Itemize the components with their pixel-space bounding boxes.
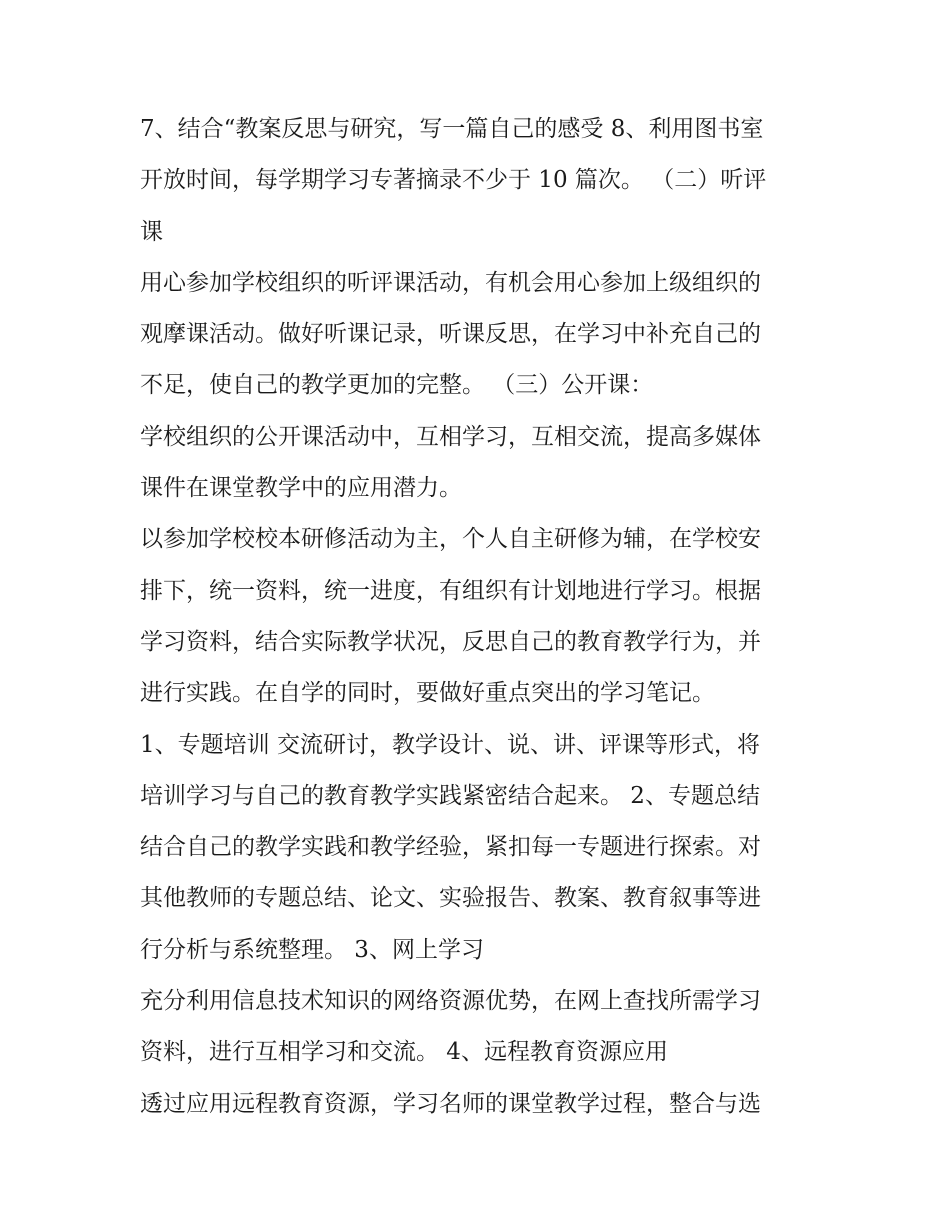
text-line: 不足，使自己的教学更加的完整。 （三）公开课：	[140, 372, 654, 399]
text-line: 培训学习与自己的教育教学实践紧密结合起来。 2、专题总结	[140, 782, 760, 809]
text-line: 透过应用远程教育资源，学习名师的课堂教学过程，整合与选	[140, 1090, 761, 1117]
text-line: 用心参加学校组织的听评课活动，有机会用心参加上级组织的	[140, 269, 761, 296]
body-text	[140, 104, 830, 1130]
text-line: 充分利用信息技术知识的网络资源优势，在网上查找所需学习	[140, 988, 761, 1015]
text-line: 1、专题培训 交流研讨，教学设计、说、讲、评课等形式，将	[140, 731, 760, 758]
text-line: 开放时间，每学期学习专著摘录不少于 10 篇次。 （二）听评	[140, 167, 767, 194]
text-line: 7、结合“教案反思与研究，写一篇自己的感受 8、利用图书室	[140, 116, 764, 142]
text-line: 学校组织的公开课活动中，互相学习，互相交流，提高多媒体	[140, 423, 761, 450]
text-line: 课件在课堂教学中的应用潜力。	[140, 475, 462, 502]
text-line: 进行实践。在自学的同时，要做好重点突出的学习笔记。	[140, 680, 715, 707]
text-line: 资料，进行互相学习和交流。 4、远程教育资源应用	[140, 1039, 668, 1066]
text-line: 行分析与系统整理。 3、网上学习	[140, 936, 484, 963]
text-line: 排下，统一资料，统一进度，有组织有计划地进行学习。根据	[140, 577, 761, 604]
text-line: 学习资料，结合实际教学状况，反思自己的教育教学行为，并	[140, 628, 761, 655]
text-line: 观摩课活动。做好听课记录，听课反思，在学习中补充自己的	[140, 321, 761, 348]
text-line: 以参加学校校本研修活动为主，个人自主研修为辅，在学校安	[140, 526, 761, 553]
text-line: 其他教师的专题总结、论文、实验报告、教案、教育叙事等进	[140, 885, 761, 912]
text-line: 结合自己的教学实践和教学经验，紧扣每一专题进行探索。对	[140, 834, 761, 861]
text-line: 课	[140, 218, 163, 245]
